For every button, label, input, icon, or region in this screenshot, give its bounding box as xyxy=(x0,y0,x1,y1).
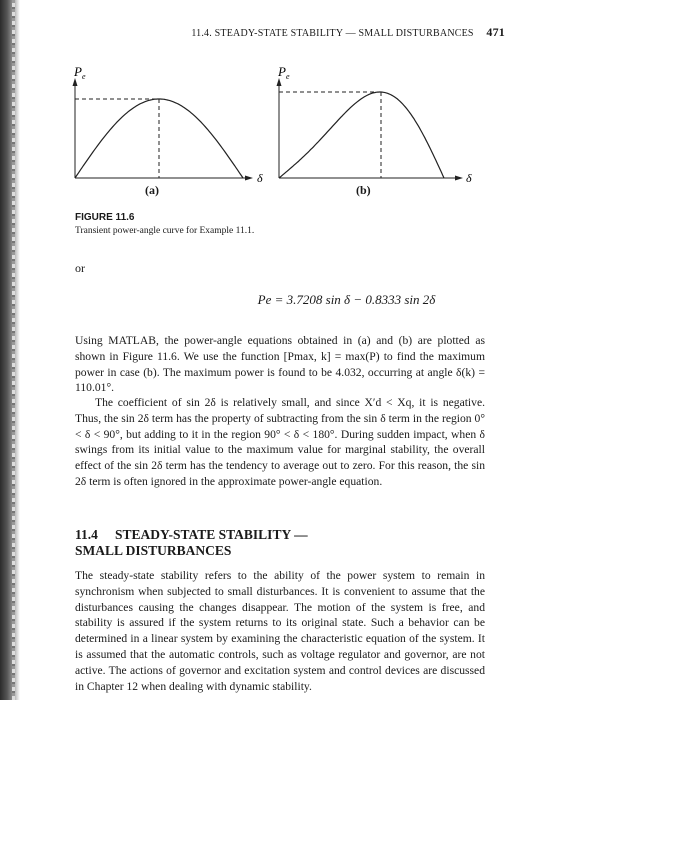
paragraph-steady-state-text: The steady-state stability refers to the ability of the power system to remain in synchronism when subjected to small disturbances. It is convenient to assume that the disturbances causing the changes disappear. The motion of the system is free, and stability is assured if the system returns to its original state. Such a behavior can be determined in a linear system by examining the characteristic equation of the system. It is assumed that the automatic controls, such as voltage regulator and governor, are not active. The actions of governor and excitation system and control devices are discussed in Chapter 12 when dealing with dynamic stability. xyxy=(75,569,485,693)
figure-panel-a xyxy=(60,60,270,205)
section-number: 11.4 xyxy=(75,527,98,542)
power-angle-plot-b xyxy=(264,60,479,205)
section-title-line2: SMALL DISTURBANCES xyxy=(75,543,232,558)
y-axis-label-a: P xyxy=(74,64,82,79)
paragraph-coefficient-text: The coefficient of sin 2δ is relatively small, and since X′d < Xq, it is negative. Thus, the sin 2δ term has the property of subtracting from the sin δ term in the region 0° < δ < 90°, but adding to it in the region 90° < δ < 180°. During sudden impact, when δ swings from its initial value to the maximum value for marginal stability, the overall effect of the sin 2δ term has the tendency to average out to zero. For this reason, the sin 2δ term is often ignored in the approximate power-angle equation. xyxy=(75,396,485,488)
x-axis-arrow-a xyxy=(245,176,253,181)
figure-caption xyxy=(75,212,495,236)
paragraph-matlab xyxy=(75,333,485,396)
x-axis-label-a: δ xyxy=(257,171,263,185)
y-axis-label-b: P xyxy=(278,64,286,79)
x-axis-label-b: δ xyxy=(466,171,472,185)
figure-caption-text: Transient power-angle curve for Example 11.1. xyxy=(75,226,255,236)
y-axis-subscript-b: e xyxy=(286,72,290,81)
or-word: or xyxy=(75,261,85,275)
panel-label-a: (a) xyxy=(145,183,159,197)
section-title-line1: STEADY-STATE STABILITY — xyxy=(115,527,308,542)
y-axis-arrow-b xyxy=(277,78,282,86)
y-axis-arrow-a xyxy=(73,78,78,86)
paragraph-matlab-text: Using MATLAB, the power-angle equations obtained in (a) and (b) are plotted as shown in Figure 11.6. We use the function [Pmax, k] = max(P) to find the maximum power in case (b). The maximum power is found to be 4.032, occurring at angle δ(k) = 110.01°. xyxy=(75,334,485,395)
panel-label-b: (b) xyxy=(356,183,371,197)
power-angle-plot-a xyxy=(60,60,270,205)
section-heading xyxy=(75,527,308,559)
scan-binding-edge xyxy=(0,0,20,700)
power-angle-curve-b xyxy=(279,92,444,178)
figure-panel-b xyxy=(264,60,479,205)
power-angle-equation: Pe = 3.7208 sin δ − 0.8333 sin 2δ xyxy=(257,292,436,307)
running-header xyxy=(75,25,505,40)
y-axis-subscript-a: e xyxy=(82,72,86,81)
paragraph-steady-state xyxy=(75,568,485,694)
paragraph-coefficient xyxy=(75,395,485,490)
running-title: 11.4. STEADY-STATE STABILITY — SMALL DISTURBANCES xyxy=(191,28,474,39)
figure-caption-title: FIGURE 11.6 xyxy=(75,212,135,223)
x-axis-arrow-b xyxy=(455,176,463,181)
power-angle-curve-a xyxy=(75,99,243,178)
page-number: 471 xyxy=(486,25,505,39)
